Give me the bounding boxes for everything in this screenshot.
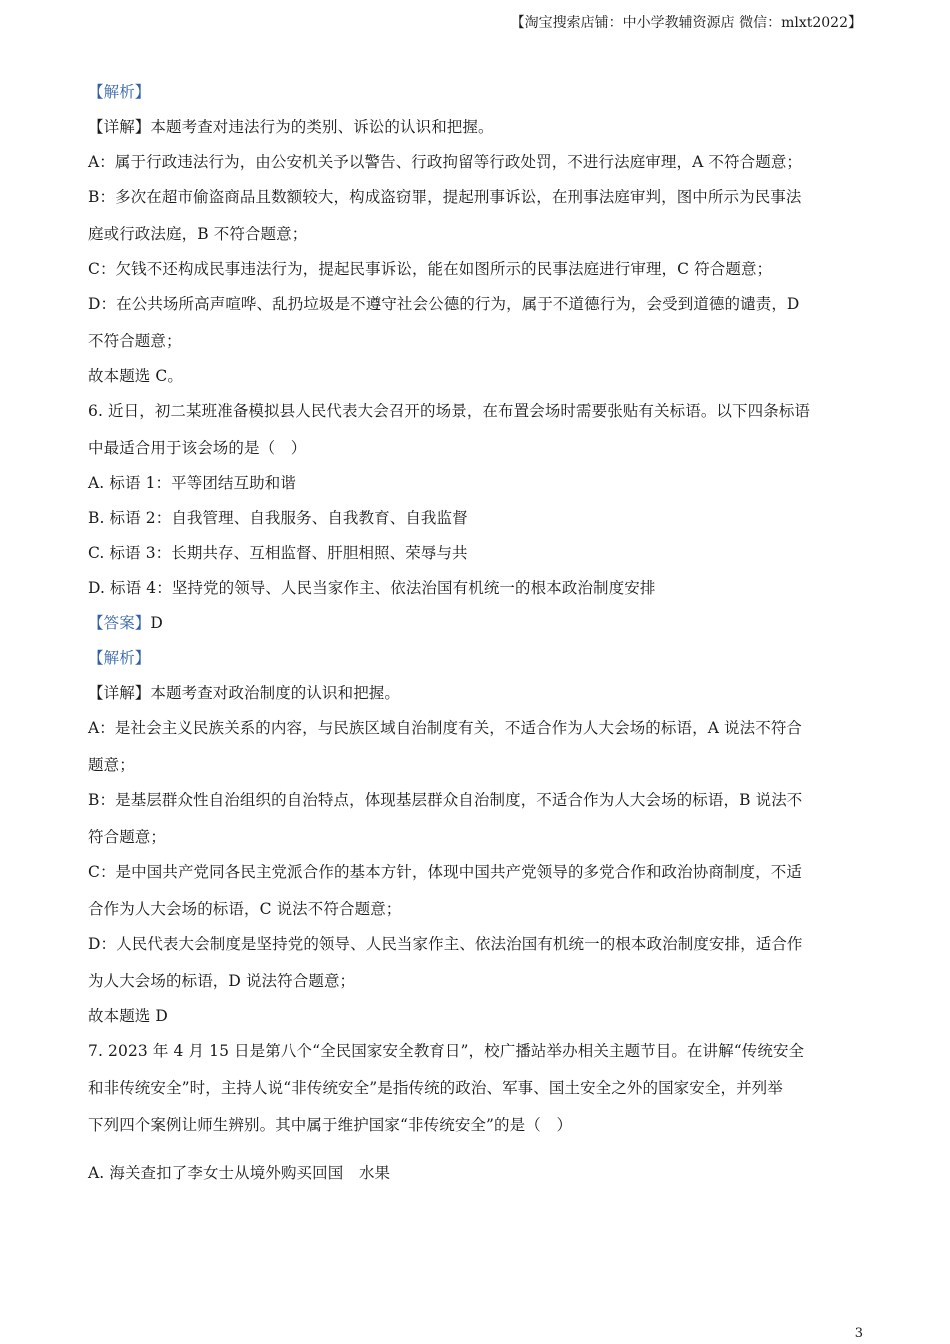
- conclusion-q5: 故本题选 C。: [88, 367, 183, 385]
- question-7-stem: 7. 2023 年 4 月 15 日是第八个“全民国家安全教育日”，校广播站举办相关主题节目。在讲解“传统安全: [88, 1042, 805, 1060]
- question-7-option-a: A. 海关查扣了李女士从境外购买回国 水果: [88, 1164, 391, 1182]
- analysis-option-d-q5-cont: 不符合题意；: [88, 332, 182, 350]
- question-7-stem-cont-2: 下列四个案例让师生辨别。其中属于维护国家“非传统安全”的是（ ）: [88, 1116, 573, 1134]
- question-6-option-c: C. 标语 3：长期共存、互相监督、肝胆相照、荣辱与共: [88, 544, 468, 562]
- page-number: 3: [854, 1326, 863, 1341]
- analysis-option-b-q6: B：是基层群众性自治组织的自治特点，体现基层群众自治制度，不适合作为人大会场的标语，B 说法不: [88, 791, 803, 809]
- analysis-option-a-q6-cont: 题意；: [88, 756, 135, 774]
- question-6-option-b: B. 标语 2：自我管理、自我服务、自我教育、自我监督: [88, 509, 468, 527]
- analysis-option-b-q5-cont: 庭或行政法庭，B 不符合题意；: [88, 225, 308, 243]
- answer-label: 【答案】: [88, 614, 151, 632]
- question-6-stem: 6. 近日，初二某班准备模拟县人民代表大会召开的场景，在布置会场时需要张贴有关标语。以下四条标语: [88, 402, 811, 420]
- detail-intro-q5: 【详解】本题考查对违法行为的类别、诉讼的认识和把握。: [88, 118, 494, 136]
- detail-intro-q6: 【详解】本题考查对政治制度的认识和把握。: [88, 684, 401, 702]
- analysis-option-c-q6: C：是中国共产党同各民主党派合作的基本方针，体现中国共产党领导的多党合作和政治协商制度，不适: [88, 863, 802, 881]
- analysis-option-b-q6-cont: 符合题意；: [88, 828, 167, 846]
- question-7-stem-cont-1: 和非传统安全”时，主持人说“非传统安全”是指传统的政治、军事、国土安全之外的国家安全，并列举: [88, 1079, 783, 1097]
- question-6-option-a: A. 标语 1：平等团结互助和谐: [88, 474, 296, 492]
- analysis-option-d-q6: D：人民代表大会制度是坚持党的领导、人民当家作主、依法治国有机统一的根本政治制度安排，适合作: [88, 935, 803, 953]
- question-6-option-d: D. 标语 4：坚持党的领导、人民当家作主、依法治国有机统一的根本政治制度安排: [88, 579, 656, 597]
- analysis-option-c-q6-cont: 合作为人大会场的标语，C 说法不符合题意；: [88, 900, 402, 918]
- question-6-stem-cont: 中最适合用于该会场的是（ ）: [88, 439, 307, 457]
- analysis-option-a-q6: A：是社会主义民族关系的内容，与民族区域自治制度有关，不适合作为人大会场的标语，A 说法不符合: [88, 719, 803, 737]
- analysis-option-d-q5: D：在公共场所高声喧哗、乱扔垃圾是不遵守社会公德的行为，属于不道德行为，会受到道德的谴责，D: [88, 295, 800, 313]
- conclusion-q6: 故本题选 D: [88, 1007, 168, 1025]
- analysis-option-d-q6-cont: 为人大会场的标语，D 说法符合题意；: [88, 972, 356, 990]
- analysis-option-b-q5: B：多次在超市偷盗商品且数额较大，构成盗窃罪，提起刑事诉讼，在刑事法庭审判，图中所示为民事法: [88, 188, 802, 206]
- answer-value: D: [150, 614, 163, 632]
- analysis-label-q5: 【解析】: [88, 83, 151, 101]
- answer-q6: [88, 613, 163, 633]
- analysis-option-c-q5: C：欠钱不还构成民事违法行为，提起民事诉讼，能在如图所示的民事法庭进行审理，C 符合题意；: [88, 260, 773, 278]
- page-header: 【淘宝搜索店铺：中小学教辅资源店 微信：mlxt2022】: [510, 15, 862, 31]
- analysis-option-a-q5: A：属于行政违法行为，由公安机关予以警告、行政拘留等行政处罚，不进行法庭审理，A 不符合题意；: [88, 153, 803, 171]
- analysis-label-q6: 【解析】: [88, 649, 151, 667]
